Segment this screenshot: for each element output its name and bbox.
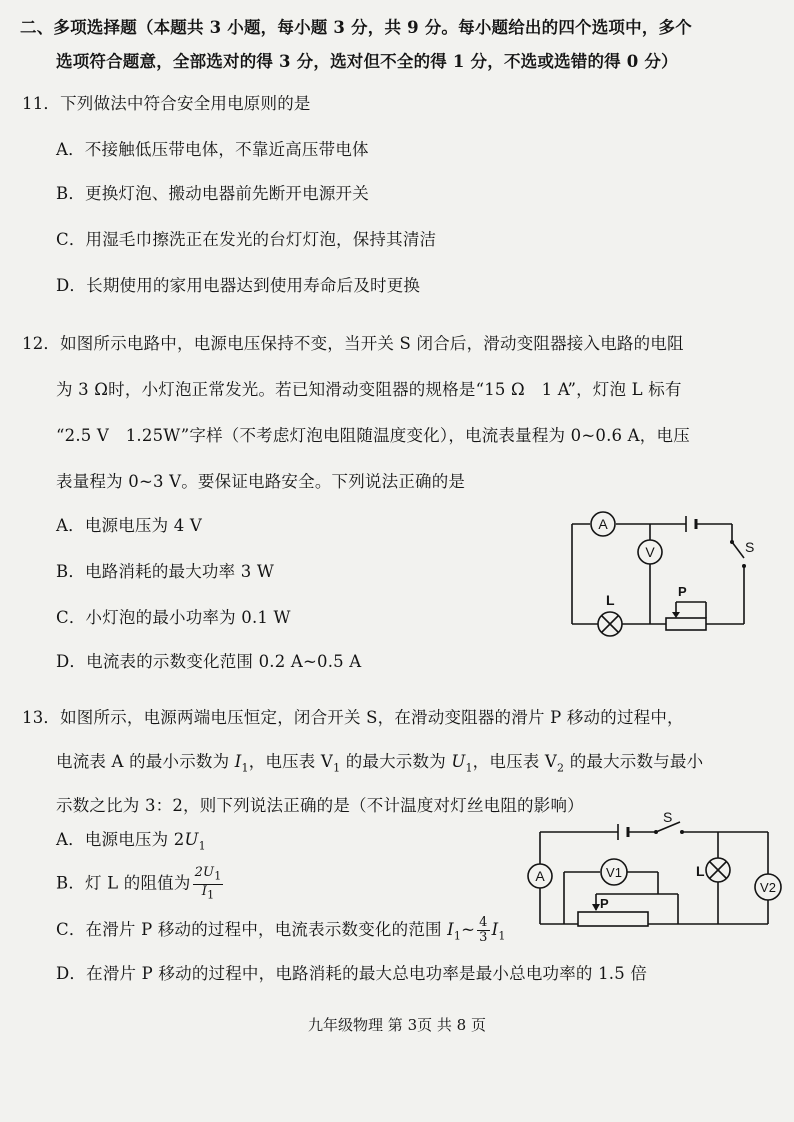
voltmeter-label: V: [645, 544, 655, 560]
voltmeter-1-label: V1: [606, 865, 622, 880]
page-footer: 九年级物理 第 3页 共 8 页: [308, 1016, 486, 1034]
q13-option-b: [56, 866, 225, 902]
symbol-I: I: [491, 920, 499, 939]
symbol-I: I: [447, 920, 454, 939]
symbol-I: I: [234, 752, 242, 771]
slider-arrowhead: [672, 612, 680, 618]
lamp-label: L: [606, 592, 615, 608]
subscript: 1: [498, 929, 506, 943]
question-text: 如图所示，电源两端电压恒定，闭合开关 S，在滑动变阻器的滑片 P 移动的过程中，: [60, 708, 684, 727]
text-run: 的最大示数为: [340, 752, 452, 771]
option-text: B．灯 L 的阻值为: [56, 873, 191, 893]
q12-option-a: A．电源电压为 4 V: [56, 516, 203, 535]
q13-option-a: [56, 826, 206, 852]
text-run: ，电压表 V: [248, 752, 334, 771]
section-header: [20, 14, 692, 38]
rheostat-body: [666, 618, 706, 630]
fraction: [193, 866, 224, 902]
subscript: 1: [241, 761, 249, 775]
question-number: 13．: [22, 708, 61, 727]
question-13-stem-line1: [22, 704, 684, 728]
question-12-stem-line4: 表量程为 0~3 V。要保证电路安全。下列说法正确的是: [56, 472, 466, 491]
subscript: 1: [207, 888, 215, 902]
q12-option-d: D．电流表的示数变化范围 0.2 A~0.5 A: [56, 652, 362, 671]
question-12-stem-line3: “2.5 V 1.25W”字样（不考虑灯泡电阻随温度变化），电流表量程为 0~0.6 A，电压: [56, 426, 690, 445]
section-desc-line2: 选项符合题意，全部选对的得 3 分，选对但不全的得 1 分，不选或选错的得 0 分）: [56, 52, 678, 71]
text-run: 电流表 A 的最小示数为: [56, 752, 235, 771]
lamp-label: L: [696, 863, 705, 879]
switch-contact: [680, 830, 684, 834]
q13-circuit-diagram: [518, 812, 790, 932]
question-12-stem-line1: [22, 330, 684, 354]
question-11-stem: [22, 90, 311, 114]
symbol-U: U: [184, 830, 199, 849]
q13-option-c: [56, 916, 506, 945]
fraction-denominator: I: [201, 883, 208, 899]
text-run: ，电压表 V: [472, 752, 558, 771]
text-run: 的最大示数与最小: [564, 752, 704, 771]
range-tilde: ~: [461, 920, 476, 939]
section-desc-line1: （本题共 3 小题，每小题 3 分，共 9 分。每小题给出的四个选项中，多个: [136, 18, 692, 37]
switch-blade: [732, 542, 744, 558]
section-title: 二、多项选择题: [20, 18, 137, 37]
subscript: 1: [214, 869, 222, 883]
q12-option-c: C．小灯泡的最小功率为 0.1 W: [56, 608, 291, 627]
q11-option-d: D．长期使用的家用电器达到使用寿命后及时更换: [56, 276, 421, 295]
ammeter-label: A: [535, 868, 545, 884]
slider-label: P: [678, 584, 687, 599]
question-number: 12．: [22, 334, 61, 353]
q11-option-c: C．用湿毛巾擦洗正在发光的台灯灯泡，保持其清洁: [56, 230, 437, 249]
fraction: [477, 916, 489, 945]
option-text: A．电源电压为 2: [56, 830, 185, 849]
question-13-stem-line2: [56, 748, 703, 774]
switch-label: S: [745, 539, 755, 555]
switch-label: S: [663, 812, 673, 825]
symbol-U: U: [451, 752, 466, 771]
switch-contact: [742, 564, 746, 568]
slider-label: P: [600, 896, 609, 911]
subscript: 1: [198, 839, 206, 853]
question-text: 如图所示电路中，电源电压保持不变，当开关 S 闭合后，滑动变阻器接入电路的电阻: [60, 334, 684, 353]
switch-contact: [654, 830, 658, 834]
subscript: 1: [465, 761, 473, 775]
option-text: C．在滑片 P 移动的过程中，电流表示数变化的范围: [56, 920, 448, 939]
question-text: 下列做法中符合安全用电原则的是: [60, 94, 311, 113]
q13-option-d: D．在滑片 P 移动的过程中，电路消耗的最大总电功率是最小总电功率的 1.5 倍: [56, 964, 648, 983]
rheostat-body: [578, 912, 648, 926]
q11-option-a: A．不接触低压带电体，不靠近高压带电体: [56, 140, 369, 159]
q12-option-b: B．电路消耗的最大功率 3 W: [56, 562, 275, 581]
fraction-numerator: 4: [479, 915, 488, 930]
question-number: 11．: [22, 94, 61, 113]
fraction-denominator: 3: [479, 930, 488, 945]
switch-contact: [730, 540, 734, 544]
slider-arrowhead: [592, 904, 600, 911]
fraction-numerator: 2U: [194, 865, 215, 880]
ammeter-label: A: [598, 516, 608, 532]
voltmeter-2-label: V2: [760, 880, 776, 895]
subscript: 2: [557, 761, 565, 775]
q12-circuit-diagram: [560, 508, 760, 644]
q11-option-b: B．更换灯泡、搬动电器前先断开电源开关: [56, 184, 369, 203]
question-12-stem-line2: 为 3 Ω时，小灯泡正常发光。若已知滑动变阻器的规格是“15 Ω 1 A”，灯泡 L 标有: [56, 380, 682, 399]
subscript: 1: [333, 761, 341, 775]
question-13-stem-line3: 示数之比为 3：2，则下列说法正确的是（不计温度对灯丝电阻的影响）: [56, 796, 584, 815]
subscript: 1: [453, 929, 462, 943]
